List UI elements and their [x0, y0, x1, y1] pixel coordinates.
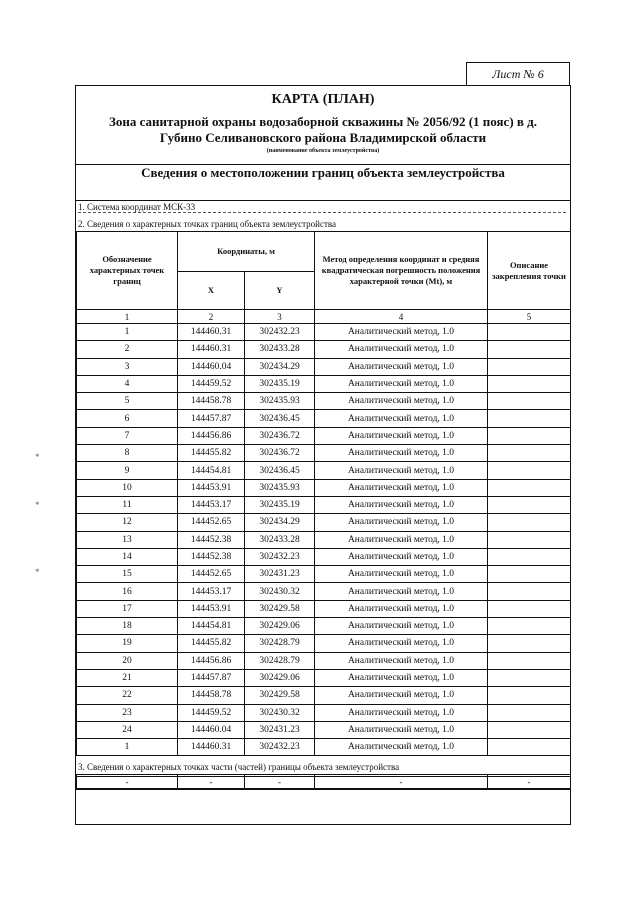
- table-cell: 144456.86: [178, 427, 245, 444]
- table-cell: 302430.32: [245, 583, 315, 600]
- table-cell: [488, 635, 571, 652]
- table-cell: 144460.04: [178, 358, 245, 375]
- table-cell: -: [245, 775, 315, 790]
- table-cell: [488, 652, 571, 669]
- table-cell: 23: [77, 704, 178, 721]
- table-cell: 5: [77, 393, 178, 410]
- table-row: [77, 324, 571, 341]
- table-cell: 144452.65: [178, 514, 245, 531]
- margin-mark: *: [35, 567, 40, 577]
- header-method: Метод определения координат и средняя квадратическая погрешность положения характерной точки (Mt), м: [315, 232, 488, 310]
- table-cell: Аналитический метод, 1.0: [315, 635, 488, 652]
- section-title: Сведения о местоположении границ объекта землеустройства: [141, 165, 505, 180]
- table-cell: [488, 410, 571, 427]
- table-cell: 144455.82: [178, 635, 245, 652]
- table-row: [77, 445, 571, 462]
- part-points-label: 3. Сведения о характерных точках части (частей) границы объекта землеустройства: [78, 762, 400, 772]
- table-cell: 144458.78: [178, 687, 245, 704]
- table-cell: 302435.19: [245, 375, 315, 392]
- header-x: X: [178, 272, 245, 310]
- table-cell: 302433.28: [245, 531, 315, 548]
- table-cell: -: [178, 775, 245, 790]
- table-cell: [488, 548, 571, 565]
- table-cell: 302432.23: [245, 739, 315, 756]
- table-cell: 302429.06: [245, 669, 315, 686]
- table-cell: 302436.45: [245, 462, 315, 479]
- table-cell: Аналитический метод, 1.0: [315, 514, 488, 531]
- table-cell: Аналитический метод, 1.0: [315, 566, 488, 583]
- table-cell: 302431.23: [245, 721, 315, 738]
- table-row: [77, 410, 571, 427]
- margin-mark: *: [35, 452, 40, 462]
- table-cell: Аналитический метод, 1.0: [315, 739, 488, 756]
- table-cell: 302429.06: [245, 618, 315, 635]
- table-cell: Аналитический метод, 1.0: [315, 496, 488, 513]
- coordinates-table: [76, 231, 571, 756]
- table-cell: 302433.28: [245, 341, 315, 358]
- column-number: 4: [315, 310, 488, 324]
- table-cell: 144453.17: [178, 496, 245, 513]
- table-cell: 144454.81: [178, 462, 245, 479]
- table-cell: Аналитический метод, 1.0: [315, 462, 488, 479]
- table-cell: [488, 669, 571, 686]
- table-row: [77, 652, 571, 669]
- column-numbers-row: [77, 310, 571, 324]
- table-cell: 302430.32: [245, 704, 315, 721]
- object-name: [78, 114, 568, 146]
- table-cell: 12: [77, 514, 178, 531]
- table-row: [77, 566, 571, 583]
- table-cell: 302428.79: [245, 635, 315, 652]
- table-cell: Аналитический метод, 1.0: [315, 445, 488, 462]
- table-cell: 144452.38: [178, 548, 245, 565]
- table-cell: 302432.23: [245, 548, 315, 565]
- table-cell: 1: [77, 739, 178, 756]
- header-description: Описание закрепления точки: [488, 232, 571, 310]
- table-cell: [488, 445, 571, 462]
- table-cell: [488, 358, 571, 375]
- table-cell: 24: [77, 721, 178, 738]
- table-cell: Аналитический метод, 1.0: [315, 721, 488, 738]
- table-row: [77, 375, 571, 392]
- table-cell: Аналитический метод, 1.0: [315, 410, 488, 427]
- table-cell: Аналитический метод, 1.0: [315, 479, 488, 496]
- header-designation: Обозначение характерных точек границ: [77, 232, 178, 310]
- table-cell: 1: [77, 324, 178, 341]
- table-cell: [488, 531, 571, 548]
- table-cell: 144457.87: [178, 410, 245, 427]
- table-cell: 302436.45: [245, 410, 315, 427]
- table-cell: 302429.58: [245, 600, 315, 617]
- table-cell: Аналитический метод, 1.0: [315, 531, 488, 548]
- table-cell: 17: [77, 600, 178, 617]
- table-cell: 302434.29: [245, 514, 315, 531]
- table-cell: Аналитический метод, 1.0: [315, 600, 488, 617]
- table-cell: [488, 479, 571, 496]
- table-row: [77, 393, 571, 410]
- table-row: [77, 704, 571, 721]
- table-row: [77, 341, 571, 358]
- table-cell: Аналитический метод, 1.0: [315, 393, 488, 410]
- sheet-number: Лист № 6: [466, 62, 570, 86]
- table-cell: Аналитический метод, 1.0: [315, 669, 488, 686]
- table-row: [77, 721, 571, 738]
- margin-mark: *: [35, 500, 40, 510]
- table-cell: [488, 618, 571, 635]
- table-cell: 302435.93: [245, 479, 315, 496]
- table-cell: 19: [77, 635, 178, 652]
- table-row: [77, 669, 571, 686]
- table-cell: 6: [77, 410, 178, 427]
- table-cell: 4: [77, 375, 178, 392]
- table-cell: 15: [77, 566, 178, 583]
- table-cell: Аналитический метод, 1.0: [315, 704, 488, 721]
- table-cell: Аналитический метод, 1.0: [315, 358, 488, 375]
- table-cell: 144458.78: [178, 393, 245, 410]
- table-cell: Аналитический метод, 1.0: [315, 375, 488, 392]
- table-row: [77, 496, 571, 513]
- table-cell: [488, 600, 571, 617]
- table-cell: [488, 514, 571, 531]
- table-cell: Аналитический метод, 1.0: [315, 652, 488, 669]
- table-cell: Аналитический метод, 1.0: [315, 687, 488, 704]
- table-cell: 7: [77, 427, 178, 444]
- table-row: [77, 427, 571, 444]
- object-name-line-2: Губино Селивановского района Владимирской области: [159, 130, 487, 145]
- table-cell: Аналитический метод, 1.0: [315, 341, 488, 358]
- object-name-caption: (наименование объекта землеустройства): [266, 148, 380, 154]
- table-cell: [488, 583, 571, 600]
- table-cell: 144454.81: [178, 618, 245, 635]
- table-cell: -: [315, 775, 488, 790]
- table-cell: [488, 687, 571, 704]
- table-cell: 144460.31: [178, 341, 245, 358]
- table-cell: 22: [77, 687, 178, 704]
- page-title: КАРТА (ПЛАН): [271, 92, 375, 107]
- table-row: [77, 600, 571, 617]
- table-cell: [488, 462, 571, 479]
- table-cell: [488, 496, 571, 513]
- table-cell: [488, 341, 571, 358]
- table-cell: 144457.87: [178, 669, 245, 686]
- table-cell: Аналитический метод, 1.0: [315, 427, 488, 444]
- table-cell: 302434.29: [245, 358, 315, 375]
- table-cell: [488, 704, 571, 721]
- table-cell: 13: [77, 531, 178, 548]
- table-cell: 10: [77, 479, 178, 496]
- column-number: 3: [245, 310, 315, 324]
- table-row: [77, 739, 571, 756]
- table-cell: 302429.58: [245, 687, 315, 704]
- table-cell: Аналитический метод, 1.0: [315, 324, 488, 341]
- table-cell: -: [488, 775, 571, 790]
- table-cell: 9: [77, 462, 178, 479]
- table-cell: 302432.23: [245, 324, 315, 341]
- column-number: 5: [488, 310, 571, 324]
- table-cell: [488, 566, 571, 583]
- part-points-table: [76, 774, 571, 790]
- table-cell: 21: [77, 669, 178, 686]
- header-y: Y: [245, 272, 315, 310]
- table-row: [77, 583, 571, 600]
- table-cell: 302431.23: [245, 566, 315, 583]
- table-cell: [488, 393, 571, 410]
- table-cell: 14: [77, 548, 178, 565]
- table-row: [77, 514, 571, 531]
- table-cell: Аналитический метод, 1.0: [315, 618, 488, 635]
- char-points-label: 2. Сведения о характерных точках границ объекта землеустройства: [78, 219, 337, 229]
- table-row: [77, 479, 571, 496]
- table-cell: [488, 739, 571, 756]
- table-cell: -: [77, 775, 178, 790]
- table-cell: [488, 721, 571, 738]
- table-row: [77, 687, 571, 704]
- table-cell: 144456.86: [178, 652, 245, 669]
- table-cell: 20: [77, 652, 178, 669]
- part-points-row: [77, 775, 571, 790]
- table-row: [77, 548, 571, 565]
- table-cell: 144459.52: [178, 375, 245, 392]
- table-cell: 302436.72: [245, 427, 315, 444]
- table-cell: 302435.19: [245, 496, 315, 513]
- table-row: [77, 618, 571, 635]
- table-cell: 144460.04: [178, 721, 245, 738]
- table-cell: 3: [77, 358, 178, 375]
- coordinate-system: 1. Система координат МСК-33: [78, 202, 196, 212]
- table-cell: 18: [77, 618, 178, 635]
- table-cell: 144455.82: [178, 445, 245, 462]
- table-cell: 144453.17: [178, 583, 245, 600]
- table-cell: 16: [77, 583, 178, 600]
- table-cell: 144452.38: [178, 531, 245, 548]
- table-cell: 302436.72: [245, 445, 315, 462]
- table-cell: 8: [77, 445, 178, 462]
- table-cell: 144460.31: [178, 324, 245, 341]
- table-row: [77, 635, 571, 652]
- table-cell: 144453.91: [178, 600, 245, 617]
- table-row: [77, 462, 571, 479]
- table-cell: 11: [77, 496, 178, 513]
- object-name-line-1: Зона санитарной охраны водозаборной скважины № 2056/92 (1 пояс) в д.: [108, 114, 538, 129]
- table-cell: Аналитический метод, 1.0: [315, 583, 488, 600]
- table-row: [77, 531, 571, 548]
- table-cell: 144452.65: [178, 566, 245, 583]
- table-cell: [488, 375, 571, 392]
- table-cell: 144459.52: [178, 704, 245, 721]
- table-cell: 144453.91: [178, 479, 245, 496]
- column-number: 2: [178, 310, 245, 324]
- table-cell: [488, 427, 571, 444]
- table-cell: 302435.93: [245, 393, 315, 410]
- table-cell: 144460.31: [178, 739, 245, 756]
- table-cell: Аналитический метод, 1.0: [315, 548, 488, 565]
- table-cell: 302428.79: [245, 652, 315, 669]
- divider: [78, 212, 566, 213]
- header-coordinates: Координаты, м: [178, 232, 315, 272]
- table-cell: 2: [77, 341, 178, 358]
- table-cell: [488, 324, 571, 341]
- table-row: [77, 358, 571, 375]
- column-number: 1: [77, 310, 178, 324]
